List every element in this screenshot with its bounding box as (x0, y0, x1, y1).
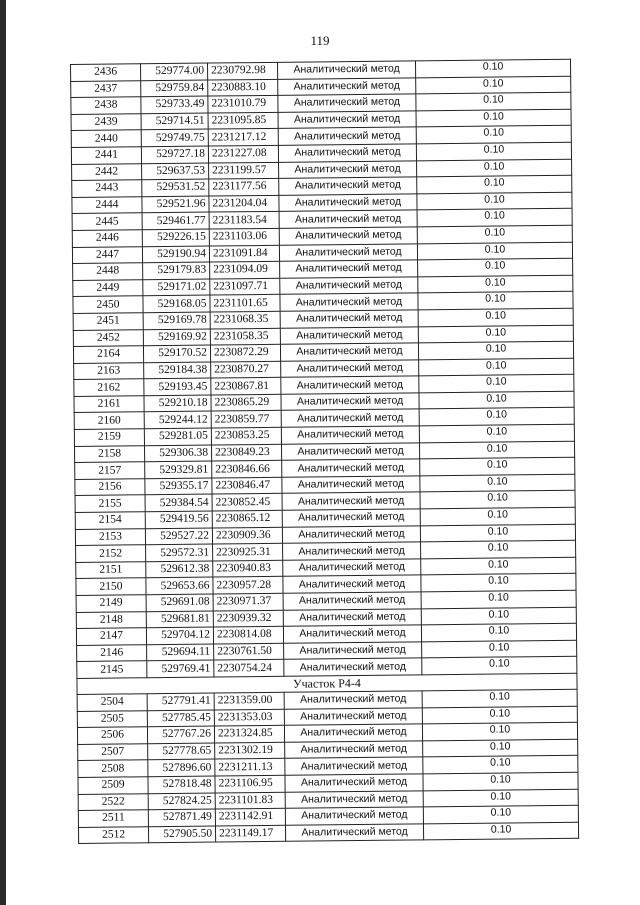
y-coordinate-cell: 2231324.85 (214, 725, 284, 742)
method-cell: Аналитический метод (282, 492, 420, 510)
x-coordinate-cell: 529384.54 (145, 494, 212, 511)
method-cell: Аналитический метод (280, 310, 418, 328)
method-cell: Аналитический метод (285, 741, 423, 759)
method-cell: Аналитический метод (285, 757, 423, 775)
accuracy-cell: 0.10 (423, 822, 578, 840)
method-cell: Аналитический метод (281, 360, 419, 378)
y-coordinate-cell: 2231091.84 (209, 245, 279, 262)
x-coordinate-cell: 529226.15 (142, 229, 209, 246)
y-coordinate-cell: 2231103.06 (209, 228, 279, 245)
accuracy-cell: 0.10 (420, 474, 575, 492)
point-number-cell: 2451 (73, 313, 143, 330)
accuracy-cell: 0.10 (419, 441, 574, 459)
method-cell: Аналитический метод (280, 260, 418, 278)
method-cell: Аналитический метод (281, 393, 419, 411)
y-coordinate-cell: 2231177.56 (209, 178, 279, 195)
x-coordinate-cell: 529769.41 (147, 660, 214, 677)
method-cell: Аналитический метод (282, 476, 420, 494)
y-coordinate-cell: 2231058.35 (210, 328, 280, 345)
x-coordinate-cell: 529461.77 (142, 212, 209, 229)
x-coordinate-cell: 529759.84 (141, 80, 208, 97)
point-number-cell: 2149 (76, 595, 146, 612)
method-cell: Аналитический метод (278, 77, 416, 95)
accuracy-cell: 0.10 (419, 408, 574, 426)
accuracy-cell: 0.10 (417, 159, 572, 177)
y-coordinate-cell: 2230940.83 (213, 560, 283, 577)
accuracy-cell: 0.10 (423, 772, 578, 790)
method-cell: Аналитический метод (283, 559, 421, 577)
point-number-cell: 2162 (74, 379, 144, 396)
accuracy-cell: 0.10 (419, 375, 574, 393)
point-number-cell: 2450 (73, 296, 143, 313)
accuracy-cell: 0.10 (420, 491, 575, 509)
y-coordinate-cell: 2231068.35 (210, 311, 280, 328)
method-cell: Аналитический метод (279, 243, 417, 261)
point-number-cell: 2159 (74, 429, 144, 446)
y-coordinate-cell: 2230870.27 (211, 361, 281, 378)
x-coordinate-cell: 527905.50 (148, 826, 215, 843)
table-body-points (71, 59, 577, 678)
method-cell: Аналитический метод (278, 111, 416, 129)
y-coordinate-cell: 2230865.12 (212, 510, 282, 527)
x-coordinate-cell: 529190.94 (142, 246, 209, 263)
x-coordinate-cell: 529329.81 (145, 461, 212, 478)
x-coordinate-cell: 527767.26 (147, 726, 214, 743)
accuracy-cell: 0.10 (422, 706, 577, 724)
point-number-cell: 2147 (76, 628, 146, 645)
x-coordinate-cell: 529244.12 (144, 412, 211, 429)
x-coordinate-cell: 529774.00 (141, 63, 208, 80)
point-number-cell: 2511 (78, 810, 148, 827)
method-cell: Аналитический метод (277, 61, 415, 79)
method-cell: Аналитический метод (279, 160, 417, 178)
x-coordinate-cell: 529531.52 (142, 179, 209, 196)
accuracy-cell: 0.10 (421, 607, 576, 625)
x-coordinate-cell: 529521.96 (142, 196, 209, 213)
x-coordinate-cell: 529355.17 (145, 478, 212, 495)
y-coordinate-cell: 2231106.95 (215, 775, 285, 792)
accuracy-cell: 0.10 (418, 275, 573, 293)
x-coordinate-cell: 529749.75 (141, 129, 208, 146)
accuracy-cell: 0.10 (422, 689, 577, 707)
y-coordinate-cell: 2230846.47 (212, 477, 282, 494)
accuracy-cell: 0.10 (422, 657, 577, 675)
coordinates-table-container (70, 59, 578, 845)
y-coordinate-cell: 2231101.83 (215, 792, 285, 809)
y-coordinate-cell: 2231094.09 (210, 261, 280, 278)
y-coordinate-cell: 2230939.32 (213, 610, 283, 627)
method-cell: Аналитический метод (284, 642, 422, 660)
point-number-cell: 2506 (77, 727, 147, 744)
x-coordinate-cell: 529184.38 (144, 362, 211, 379)
accuracy-cell: 0.10 (416, 92, 571, 110)
accuracy-cell: 0.10 (422, 722, 577, 740)
accuracy-cell: 0.10 (420, 507, 575, 525)
method-cell: Аналитический метод (280, 293, 418, 311)
point-number-cell: 2156 (75, 479, 145, 496)
method-cell: Аналитический метод (282, 525, 420, 543)
accuracy-cell: 0.10 (421, 557, 576, 575)
accuracy-cell: 0.10 (417, 242, 572, 260)
x-coordinate-cell: 529170.52 (143, 345, 210, 362)
method-cell: Аналитический метод (281, 426, 419, 444)
accuracy-cell: 0.10 (416, 109, 571, 127)
x-coordinate-cell: 529727.18 (141, 146, 208, 163)
accuracy-cell: 0.10 (423, 789, 578, 807)
point-number-cell: 2522 (78, 793, 148, 810)
method-cell: Аналитический метод (281, 409, 419, 427)
method-cell: Аналитический метод (285, 774, 423, 792)
x-coordinate-cell: 529169.92 (143, 329, 210, 346)
point-number-cell: 2443 (72, 180, 142, 197)
y-coordinate-cell: 2230754.24 (214, 660, 284, 677)
point-number-cell: 2151 (76, 562, 146, 579)
x-coordinate-cell: 529171.02 (143, 279, 210, 296)
accuracy-cell: 0.10 (416, 142, 571, 160)
point-number-cell: 2154 (75, 512, 145, 529)
y-coordinate-cell: 2230872.29 (210, 344, 280, 361)
x-coordinate-cell: 527871.49 (148, 809, 215, 826)
point-number-cell: 2155 (75, 495, 145, 512)
point-number-cell: 2145 (77, 661, 147, 678)
accuracy-cell: 0.10 (419, 391, 574, 409)
accuracy-cell: 0.10 (420, 524, 575, 542)
point-number-cell: 2438 (71, 97, 141, 114)
section-title: Участок Р4-4 (77, 673, 577, 694)
point-number-cell: 2512 (78, 826, 148, 843)
x-coordinate-cell: 529694.11 (147, 644, 214, 661)
method-cell: Аналитический метод (284, 724, 422, 742)
accuracy-cell: 0.10 (423, 756, 578, 774)
y-coordinate-cell: 2230867.81 (211, 378, 281, 395)
y-coordinate-cell: 2231101.65 (210, 295, 280, 312)
method-cell: Аналитический метод (279, 210, 417, 228)
y-coordinate-cell: 2230883.10 (208, 79, 278, 96)
x-coordinate-cell: 529691.08 (146, 594, 213, 611)
x-coordinate-cell: 529281.05 (144, 428, 211, 445)
accuracy-cell: 0.10 (421, 574, 576, 592)
point-number-cell: 2504 (77, 694, 147, 711)
method-cell: Аналитический метод (279, 227, 417, 245)
accuracy-cell: 0.10 (420, 457, 575, 475)
method-cell: Аналитический метод (283, 542, 421, 560)
point-number-cell: 2164 (73, 346, 143, 363)
y-coordinate-cell: 2231217.12 (208, 129, 278, 146)
method-cell: Аналитический метод (278, 144, 416, 162)
point-number-cell: 2163 (74, 362, 144, 379)
point-number-cell: 2437 (71, 80, 141, 97)
x-coordinate-cell: 527791.41 (147, 693, 214, 710)
point-number-cell: 2153 (75, 528, 145, 545)
point-number-cell: 2150 (76, 578, 146, 595)
point-number-cell: 2439 (71, 114, 141, 131)
x-coordinate-cell: 527818.48 (148, 776, 215, 793)
y-coordinate-cell: 2231183.54 (209, 212, 279, 229)
point-number-cell: 2441 (71, 147, 141, 164)
y-coordinate-cell: 2230814.08 (213, 626, 283, 643)
point-number-cell: 2440 (71, 130, 141, 147)
point-number-cell: 2509 (78, 777, 148, 794)
method-cell: Аналитический метод (283, 575, 421, 593)
y-coordinate-cell: 2231204.04 (209, 195, 279, 212)
table-body-section-points (77, 689, 579, 844)
point-number-cell: 2436 (71, 64, 141, 81)
point-number-cell: 2505 (77, 710, 147, 727)
method-cell: Аналитический метод (283, 625, 421, 643)
method-cell: Аналитический метод (284, 658, 422, 676)
method-cell: Аналитический метод (278, 94, 416, 112)
y-coordinate-cell: 2230761.50 (214, 643, 284, 660)
y-coordinate-cell: 2230849.23 (211, 444, 281, 461)
y-coordinate-cell: 2231353.03 (214, 709, 284, 726)
accuracy-cell: 0.10 (418, 325, 573, 343)
accuracy-cell: 0.10 (422, 640, 577, 658)
method-cell: Аналитический метод (282, 459, 420, 477)
x-coordinate-cell: 529637.53 (142, 163, 209, 180)
y-coordinate-cell: 2231097.71 (210, 278, 280, 295)
y-coordinate-cell: 2230971.37 (213, 593, 283, 610)
method-cell: Аналитический метод (281, 376, 419, 394)
y-coordinate-cell: 2231199.57 (209, 162, 279, 179)
x-coordinate-cell: 529179.83 (143, 262, 210, 279)
accuracy-cell: 0.10 (419, 358, 574, 376)
accuracy-cell: 0.10 (416, 76, 571, 94)
method-cell: Аналитический метод (281, 443, 419, 461)
y-coordinate-cell: 2230925.31 (213, 544, 283, 561)
accuracy-cell: 0.10 (419, 424, 574, 442)
method-cell: Аналитический метод (285, 824, 423, 842)
point-number-cell: 2148 (76, 611, 146, 628)
x-coordinate-cell: 529681.81 (146, 611, 213, 628)
x-coordinate-cell: 529733.49 (141, 96, 208, 113)
accuracy-cell: 0.10 (423, 739, 578, 757)
y-coordinate-cell: 2230957.28 (213, 577, 283, 594)
method-cell: Аналитический метод (284, 691, 422, 709)
x-coordinate-cell: 529704.12 (146, 627, 213, 644)
method-cell: Аналитический метод (285, 807, 423, 825)
accuracy-cell: 0.10 (417, 209, 572, 227)
y-coordinate-cell: 2231010.79 (208, 96, 278, 113)
accuracy-cell: 0.10 (421, 623, 576, 641)
point-number-cell: 2152 (76, 545, 146, 562)
x-coordinate-cell: 529168.05 (143, 295, 210, 312)
y-coordinate-cell: 2230846.66 (212, 461, 282, 478)
y-coordinate-cell: 2231359.00 (214, 692, 284, 709)
method-cell: Аналитический метод (284, 707, 422, 725)
x-coordinate-cell: 527778.65 (148, 743, 215, 760)
coordinates-table (70, 59, 579, 845)
point-number-cell: 2146 (77, 645, 147, 662)
point-number-cell: 2160 (74, 412, 144, 429)
page-number: 119 (310, 33, 330, 48)
point-number-cell: 2452 (73, 329, 143, 346)
method-cell: Аналитический метод (283, 592, 421, 610)
point-number-cell: 2158 (75, 445, 145, 462)
accuracy-cell: 0.10 (416, 126, 571, 144)
y-coordinate-cell: 2230859.77 (211, 411, 281, 428)
accuracy-cell: 0.10 (421, 590, 576, 608)
method-cell: Аналитический метод (283, 608, 421, 626)
point-number-cell: 2447 (72, 246, 142, 263)
method-cell: Аналитический метод (280, 343, 418, 361)
method-cell: Аналитический метод (285, 790, 423, 808)
method-cell: Аналитический метод (280, 326, 418, 344)
x-coordinate-cell: 529169.78 (143, 312, 210, 329)
point-number-cell: 2508 (78, 760, 148, 777)
method-cell: Аналитический метод (279, 177, 417, 195)
point-number-cell: 2444 (72, 197, 142, 214)
accuracy-cell: 0.10 (418, 292, 573, 310)
method-cell: Аналитический метод (278, 127, 416, 145)
x-coordinate-cell: 529653.66 (146, 577, 213, 594)
method-cell: Аналитический метод (279, 194, 417, 212)
y-coordinate-cell: 2231302.19 (215, 742, 285, 759)
point-number-cell: 2445 (72, 213, 142, 230)
y-coordinate-cell: 2230852.45 (212, 494, 282, 511)
point-number-cell: 2449 (73, 279, 143, 296)
point-number-cell: 2507 (78, 743, 148, 760)
y-coordinate-cell: 2231211.13 (215, 759, 285, 776)
x-coordinate-cell: 529193.45 (144, 378, 211, 395)
y-coordinate-cell: 2230865.29 (211, 394, 281, 411)
x-coordinate-cell: 529527.22 (145, 528, 212, 545)
accuracy-cell: 0.10 (421, 540, 576, 558)
y-coordinate-cell: 2230909.36 (212, 527, 282, 544)
y-coordinate-cell: 2231227.08 (208, 145, 278, 162)
accuracy-cell: 0.10 (417, 225, 572, 243)
y-coordinate-cell: 2231149.17 (215, 825, 285, 842)
y-coordinate-cell: 2231095.85 (208, 112, 278, 129)
x-coordinate-cell: 529306.38 (144, 445, 211, 462)
accuracy-cell: 0.10 (418, 258, 573, 276)
y-coordinate-cell: 2230853.25 (211, 427, 281, 444)
y-coordinate-cell: 2231142.91 (215, 808, 285, 825)
x-coordinate-cell: 527785.45 (147, 710, 214, 727)
x-coordinate-cell: 527824.25 (148, 793, 215, 810)
x-coordinate-cell: 529572.31 (146, 544, 213, 561)
method-cell: Аналитический метод (282, 509, 420, 527)
x-coordinate-cell: 529612.38 (146, 561, 213, 578)
x-coordinate-cell: 529210.18 (144, 395, 211, 412)
accuracy-cell: 0.10 (417, 175, 572, 193)
x-coordinate-cell: 527896.60 (148, 759, 215, 776)
method-cell: Аналитический метод (280, 277, 418, 295)
point-number-cell: 2157 (75, 462, 145, 479)
point-number-cell: 2448 (73, 263, 143, 280)
x-coordinate-cell: 529714.51 (141, 113, 208, 130)
point-number-cell: 2442 (72, 163, 142, 180)
accuracy-cell: 0.10 (417, 192, 572, 210)
point-number-cell: 2446 (72, 230, 142, 247)
y-coordinate-cell: 2230792.98 (207, 62, 277, 79)
accuracy-cell: 0.10 (418, 308, 573, 326)
x-coordinate-cell: 529419.56 (145, 511, 212, 528)
accuracy-cell: 0.10 (415, 59, 570, 77)
point-number-cell: 2161 (74, 396, 144, 413)
accuracy-cell: 0.10 (418, 341, 573, 359)
scan-edge (0, 0, 6, 905)
accuracy-cell: 0.10 (423, 805, 578, 823)
